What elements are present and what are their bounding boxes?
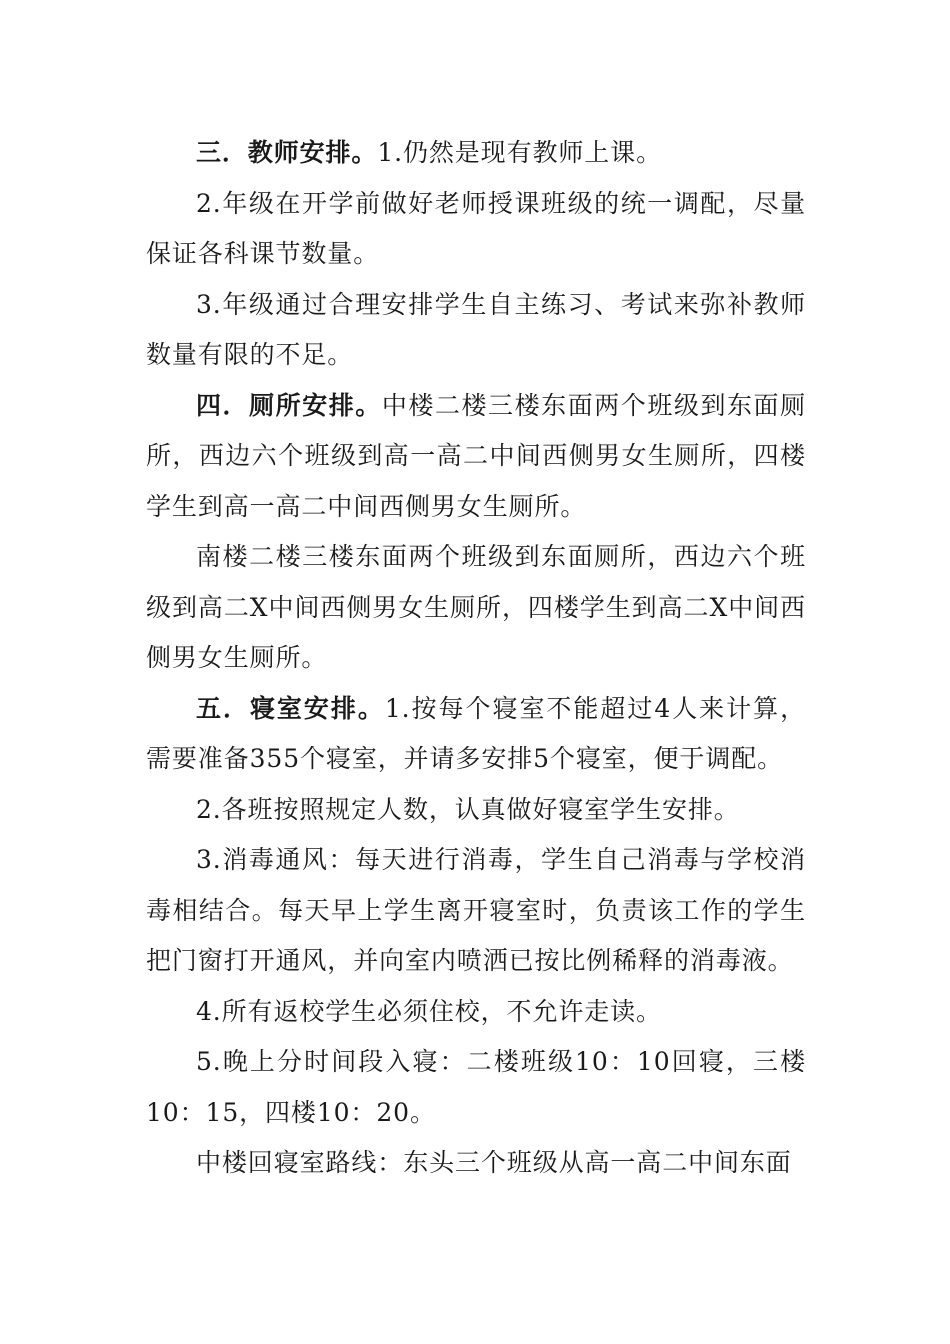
paragraph-return-route: [146, 1138, 806, 1189]
paragraph-dorm-item-4: [146, 987, 806, 1038]
paragraph-text: 2.年级在开学前做好老师授课班级的统一调配，尽量保证各科课节数量。: [146, 188, 806, 268]
paragraph-text: 4.所有返校学生必须住校，不允许走读。: [196, 996, 662, 1026]
paragraph-toilet-arrangement: [146, 381, 806, 533]
section-heading-dorms: 五．寝室安排。: [196, 693, 385, 723]
paragraph-dorm-item-5: [146, 1037, 806, 1138]
paragraph-teacher-item-2: [146, 179, 806, 280]
paragraph-text: 3.消毒通风：每天进行消毒，学生自己消毒与学校消毒相结合。每天早上学生离开寝室时，负责该工作的学生把门窗打开通风，并向室内喷洒已按比例稀释的消毒液。: [146, 845, 806, 975]
paragraph-text: 5.晚上分时间段入寝：二楼班级10：10回寝，三楼10：15，四楼10：20。: [146, 1047, 806, 1127]
paragraph-teacher-item-3: [146, 280, 806, 381]
paragraph-teacher-arrangement: [146, 128, 806, 179]
paragraph-toilet-south-building: [146, 532, 806, 684]
paragraph-dorm-item-3: [146, 835, 806, 987]
paragraph-text: 1.按每个寝室不能超过4人来计算，需要准备355个寝室，并请多安排5个寝室，便于调配。: [146, 693, 806, 773]
section-heading-toilets: 四．厕所安排。: [196, 390, 382, 420]
section-heading-teachers: 三．教师安排。: [196, 138, 378, 167]
paragraph-text: 3.年级通过合理安排学生自主练习、考试来弥补教师数量有限的不足。: [146, 289, 806, 369]
paragraph-dorm-item-2: [146, 785, 806, 836]
paragraph-dorm-arrangement: [146, 684, 806, 785]
paragraph-text: 中楼二楼三楼东面两个班级到东面厕所，西边六个班级到高一高二中间西侧男女生厕所，四楼学生到高一高二中间西侧男女生厕所。: [146, 390, 806, 521]
paragraph-text: 中楼回寝室路线：东头三个班级从高一高二中间东面: [196, 1148, 792, 1177]
document-body: [146, 128, 806, 1189]
paragraph-text: 1.仍然是现有教师上课。: [377, 138, 662, 167]
paragraph-text: 南楼二楼三楼东面两个班级到东面厕所，西边六个班级到高二X中间西侧男女生厕所，四楼学生到高二X中间西侧男女生厕所。: [146, 542, 806, 672]
paragraph-text: 2.各班按照规定人数，认真做好寝室学生安排。: [196, 794, 740, 824]
